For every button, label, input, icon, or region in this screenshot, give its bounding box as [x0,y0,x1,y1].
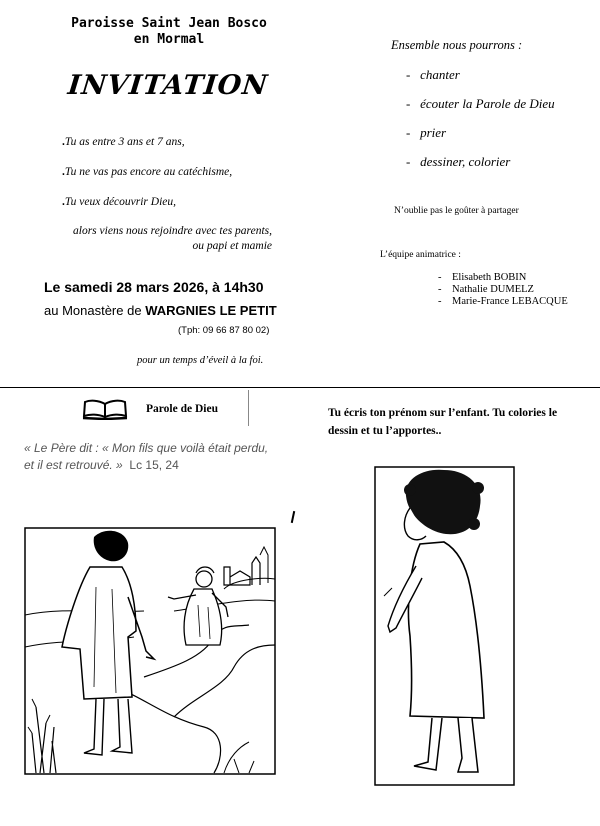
fold-line [0,387,600,388]
snack-note: N’oublie pas le goûter à partager [394,206,519,216]
condition-discover-god: .Tu veux découvrir Dieu, [62,196,177,208]
parish-line-1: Paroisse Saint Jean Bosco [71,16,267,31]
child-coloring-drawing [374,466,515,786]
parish-line-2: en Mormal [133,32,205,47]
event-place: au Monastère de WARGNIES LE PETIT [44,303,277,318]
prodigal-son-illustration [24,527,276,775]
team-member: - Marie-France LEBACQUE [438,296,568,307]
header-separator [248,390,249,426]
purpose-text: pour un temps d’éveil à la foi. [137,355,264,366]
team-member: - Elisabeth BOBIN [438,272,527,283]
activity-item: - dessiner, colorier [406,154,511,169]
team-heading: L’équipe animatrice : [380,250,461,260]
activity-item: - chanter [406,67,460,82]
bible-quote: « Le Père dit : « Mon fils que voilà était perdu, et il est retrouvé. » Lc 15, 24 [24,441,269,472]
open-book-icon [82,398,128,420]
event-date: Le samedi 28 mars 2026, à 14h30 [44,279,264,295]
activity-item: - prier [406,125,447,140]
join-text: alors viens nous rejoindre avec tes parents, ou papi et mamie [73,225,272,252]
activity-item: - écouter la Parole de Dieu [406,96,555,111]
condition-age: .Tu as entre 3 ans et 7 ans, [62,136,185,148]
word-of-god-label: Parole de Dieu [146,403,218,415]
coloring-instructions: Tu écris ton prénom sur l’enfant. Tu colories le dessin et tu l’apportes.. [328,407,558,437]
pen-mark [291,511,295,523]
invitation-title: INVITATION [66,70,270,101]
parish-name [0,16,338,48]
condition-catechism: .Tu ne vas pas encore au catéchisme, [62,166,233,178]
activities-heading: Ensemble nous pourrons : [391,38,523,52]
team-member: - Nathalie DUMELZ [438,284,534,295]
phone-number: (Tph: 09 66 87 80 02) [178,325,270,336]
